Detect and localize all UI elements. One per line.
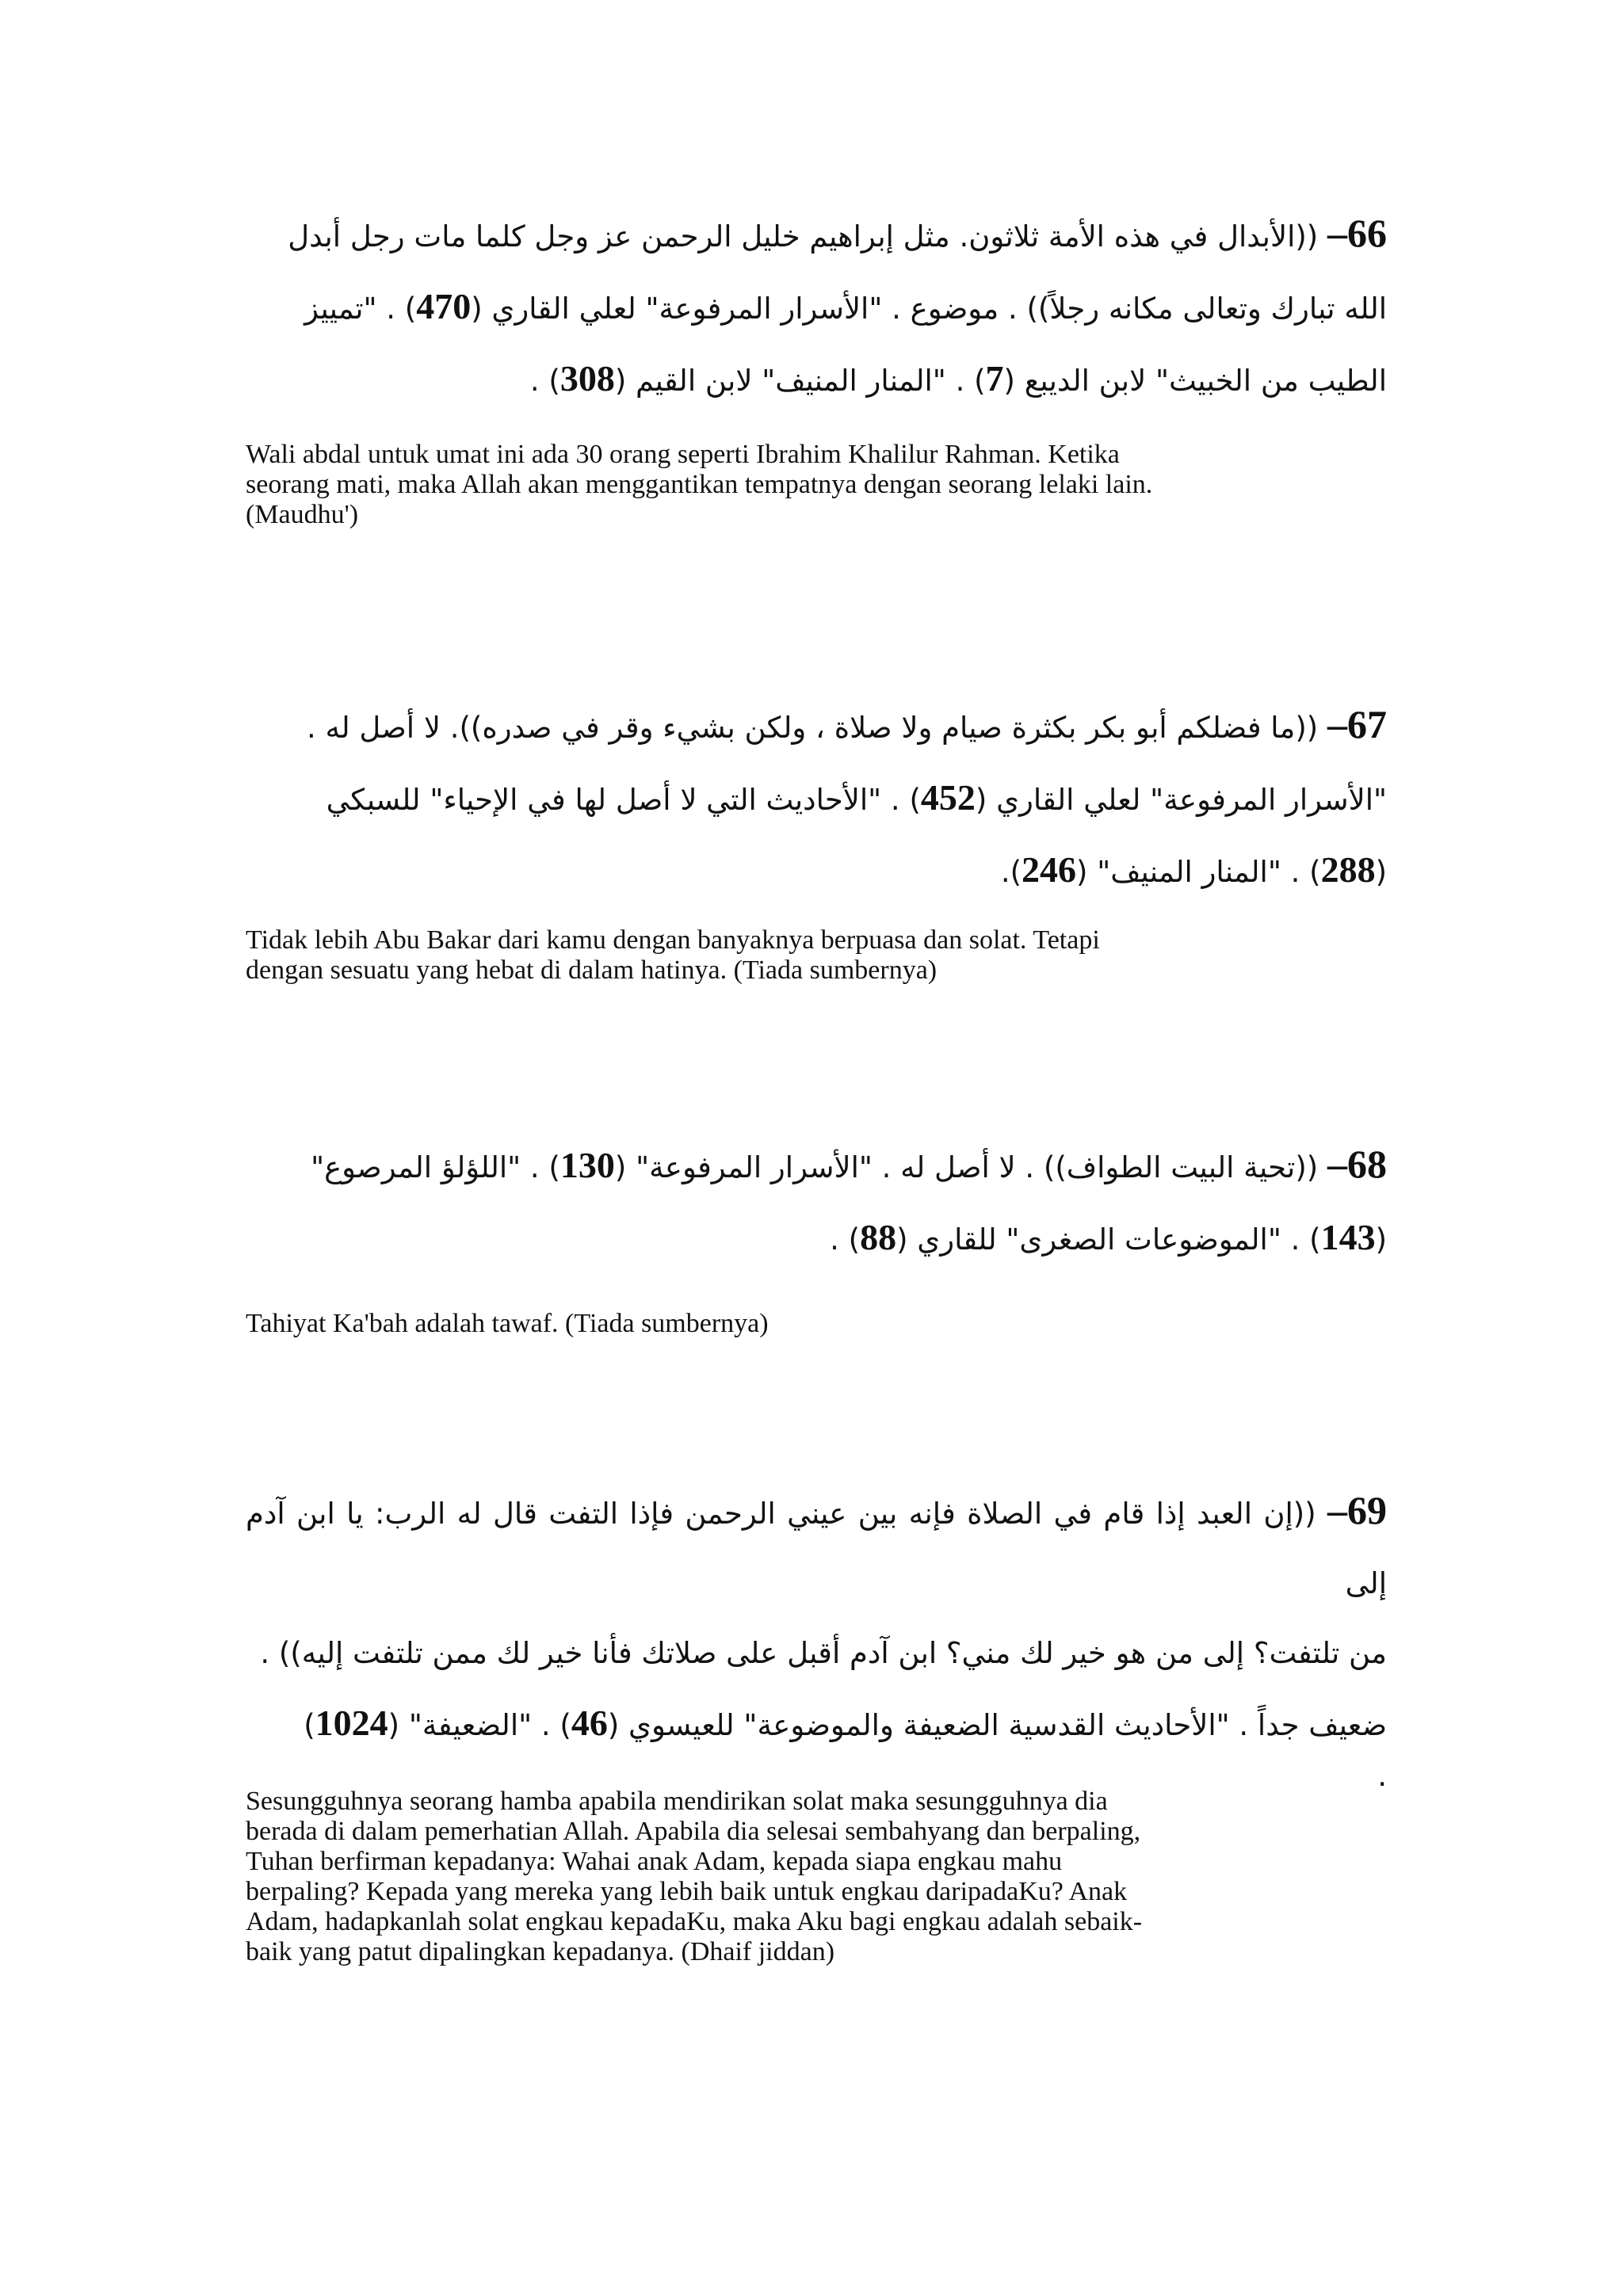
arabic-text: الطيب من الخبيث" لابن الديبع ( (1003, 364, 1387, 398)
hadith-entry-69 (246, 1475, 1387, 1792)
arabic-text: ) . "تمييز (304, 292, 417, 326)
arabic-text: ) (304, 1708, 315, 1742)
reference-number: 1024 (315, 1703, 388, 1743)
arabic-text: الله تبارك وتعالى مكانه رجلاً)) . موضوع . "الأسرار المرفوعة" لعلي القاري ( (471, 292, 1387, 326)
reference-number: 246 (1022, 849, 1077, 890)
reference-number: 470 (416, 286, 472, 326)
arabic-line (246, 344, 1387, 416)
arabic-text: ) . "الضعيفة" ( (388, 1708, 571, 1742)
arabic-text: ) . "المنار المنيف" لابن القيم ( (614, 364, 986, 398)
arabic-line (246, 763, 1387, 835)
arabic-line (246, 272, 1387, 344)
translation-66: Wali abdal untuk umat ini ada 30 orang seperti Ibrahim Khalilur Rahman. Ketika seorang mati, maka Allah akan menggantikan tempatnya dengan seorang lelaki lain. (Maudhu') (246, 440, 1153, 529)
reference-number: 7 (985, 358, 1004, 399)
reference-number: 288 (1320, 849, 1376, 890)
arabic-text: "الأسرار المرفوعة" لعلي القاري ( (975, 783, 1387, 817)
reference-number: 452 (920, 777, 976, 818)
arabic-text: ((ما فضلكم أبو بكر بكثرة صيام ولا صلاة ، ولكن بشيء وقر في صدره)). لا أصل له . (306, 711, 1319, 745)
hadith-number: 66 (1347, 211, 1387, 255)
arabic-line (246, 835, 1387, 907)
translation-67: Tidak lebih Abu Bakar dari kamu dengan banyaknya berpuasa dan solat. Tetapi dengan sesuatu yang hebat di dalam hatinya. (Tiada sumbernya) (246, 925, 1100, 985)
hadith-entry-68 (246, 1129, 1387, 1275)
hadith-number: 69 (1347, 1488, 1387, 1532)
translation-68: Tahiyat Ka'bah adalah tawaf. (Tiada sumbernya) (246, 1309, 769, 1338)
hadith-entry-67 (246, 689, 1387, 907)
arabic-line (246, 1688, 1387, 1760)
hadith-number: 68 (1347, 1142, 1387, 1186)
arabic-text: ) . "الأحاديث التي لا أصل لها في الإحياء" للسبكي (326, 783, 921, 817)
arabic-line: من تلتفت؟ إلى من هو خير لك مني؟ ابن آدم أقبل على صلاتك فأنا خير لك ممن تلتفت إليه)) . (260, 1636, 1387, 1670)
hadith-entry-66 (246, 198, 1387, 416)
arabic-text: ) . "المنار المنيف" ( (1076, 855, 1321, 889)
arabic-text: ) . (529, 364, 560, 398)
arabic-text: ( (1375, 1222, 1387, 1257)
hadith-number: 67 (1347, 702, 1387, 746)
reference-number: 143 (1320, 1217, 1376, 1257)
arabic-line (246, 1203, 1387, 1275)
arabic-text: ((إن العبد إذا قام في الصلاة فإنه بين عيني الرحمن فإذا التفت قال له الرب: يا ابن آدم إلى (246, 1497, 1387, 1600)
reference-number: 130 (559, 1145, 615, 1185)
arabic-text: ( (1375, 855, 1387, 889)
translation-69: Sesungguhnya seorang hamba apabila mendirikan solat maka sesungguhnya dia berada di dalam pemerhatian Allah. Apabila dia selesai sembahyang dan berpaling, Tuhan berfirman kepadanya: Wahai anak Adam, kepada siapa engkau mahu berpaling? Kepada yang mereka yang lebih baik untuk engkau daripadaKu? Anak Adam, hadapkanlah solat engkau kepadaKu, maka Aku bagi engkau adalah sebaik- baik yang patut dipalingkan kepadanya. (Dhaif jiddan) (246, 1787, 1143, 1966)
arabic-text: ((الأبدال في هذه الأمة ثلاثون. مثل إبراهيم خليل الرحمن عز وجل كلما مات رجل أبدل (288, 219, 1319, 254)
arabic-text: ((تحية البيت الطواف)) . لا أصل له . "الأسرار المرفوعة" ( (614, 1150, 1319, 1184)
arabic-text: ). (1000, 855, 1022, 889)
arabic-line: 67– ((ما فضلكم أبو بكر بكثرة صيام ولا صلاة ، ولكن بشيء وقر في صدره)). لا أصل له . (306, 702, 1387, 746)
arabic-text: ) . "الموضوعات الصغرى" للقاري ( (896, 1222, 1321, 1257)
arabic-line: . (1377, 1759, 1387, 1793)
arabic-text: ضعيف جداً . "الأحاديث القدسية الضعيفة والموضوعة" للعيسوي ( (607, 1708, 1387, 1742)
arabic-line: 69– ((إن العبد إذا قام في الصلاة فإنه بين عيني الرحمن فإذا التفت قال له الرب: يا ابن آدم إلى (246, 1488, 1387, 1600)
arabic-text: ) . (830, 1222, 861, 1257)
reference-number: 88 (860, 1217, 897, 1257)
arabic-line: 66– ((الأبدال في هذه الأمة ثلاثون. مثل إبراهيم خليل الرحمن عز وجل كلما مات رجل أبدل (288, 211, 1387, 255)
arabic-line: 68– ((تحية البيت الطواف)) . لا أصل له . "الأسرار المرفوعة" (130) . "اللؤلؤ المرصوع" (311, 1142, 1387, 1186)
reference-number: 46 (571, 1703, 608, 1743)
arabic-text: ) . "اللؤلؤ المرصوع" (311, 1150, 560, 1184)
reference-number: 308 (559, 358, 615, 399)
